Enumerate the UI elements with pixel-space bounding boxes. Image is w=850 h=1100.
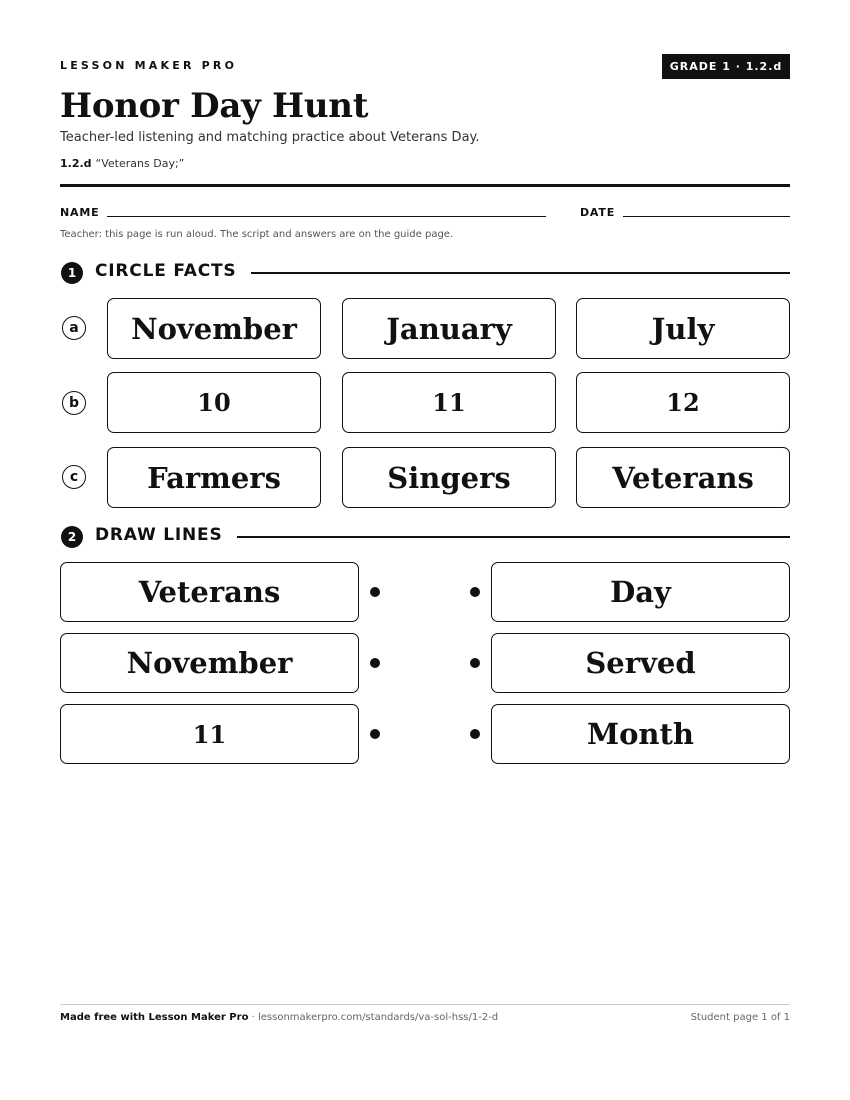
choice-july[interactable]: July [576,298,790,359]
match-left-veterans[interactable]: Veterans [60,562,359,622]
standard-line [60,157,184,170]
header-divider [60,184,790,187]
brand-name: LESSON MAKER PRO [60,59,238,72]
row-letter-b: b [62,391,86,415]
standard-text: “Veterans Day;” [95,157,185,170]
match-right-dot[interactable] [470,658,480,668]
match-right-dot[interactable] [470,729,480,739]
row-letter-c: c [62,465,86,489]
row-letter-a: a [62,316,86,340]
standard-code: 1.2.d [60,157,92,170]
footer-credit [60,1012,498,1023]
section-1-number-badge: 1 [61,262,83,284]
section-2-number-badge: 2 [61,526,83,548]
name-field[interactable] [107,216,546,217]
match-right-dot[interactable] [470,587,480,597]
teacher-note: Teacher: this page is run aloud. The script and answers are on the guide page. [60,229,454,240]
grade-badge: GRADE 1 · 1.2.d [662,54,790,79]
name-label: NAME [60,206,100,219]
match-left-dot[interactable] [370,729,380,739]
choice-january[interactable]: January [342,298,556,359]
page-subtitle: Teacher-led listening and matching practice about Veterans Day. [60,130,480,145]
match-left-dot[interactable] [370,587,380,597]
choice-12[interactable]: 12 [576,372,790,433]
choice-11[interactable]: 11 [342,372,556,433]
match-left-11[interactable]: 11 [60,704,359,764]
footer-made-with: Made free with Lesson Maker Pro [60,1012,249,1023]
page-title: Honor Day Hunt [60,86,369,126]
date-label: DATE [580,206,616,219]
match-right-served[interactable]: Served [491,633,790,693]
choice-10[interactable]: 10 [107,372,321,433]
section-2-title: DRAW LINES [95,525,223,545]
match-left-november[interactable]: November [60,633,359,693]
choice-november[interactable]: November [107,298,321,359]
footer-divider [60,1004,790,1005]
choice-veterans[interactable]: Veterans [576,447,790,508]
section-2-rule [237,536,790,538]
footer-page-number: Student page 1 of 1 [690,1012,790,1023]
footer-url: · lessonmakerpro.com/standards/va-sol-hss/1-2-d [248,1012,499,1023]
match-right-month[interactable]: Month [491,704,790,764]
choice-singers[interactable]: Singers [342,447,556,508]
choice-farmers[interactable]: Farmers [107,447,321,508]
section-1-title: CIRCLE FACTS [95,261,237,281]
match-right-day[interactable]: Day [491,562,790,622]
date-field[interactable] [623,216,790,217]
section-1-rule [251,272,790,274]
match-left-dot[interactable] [370,658,380,668]
